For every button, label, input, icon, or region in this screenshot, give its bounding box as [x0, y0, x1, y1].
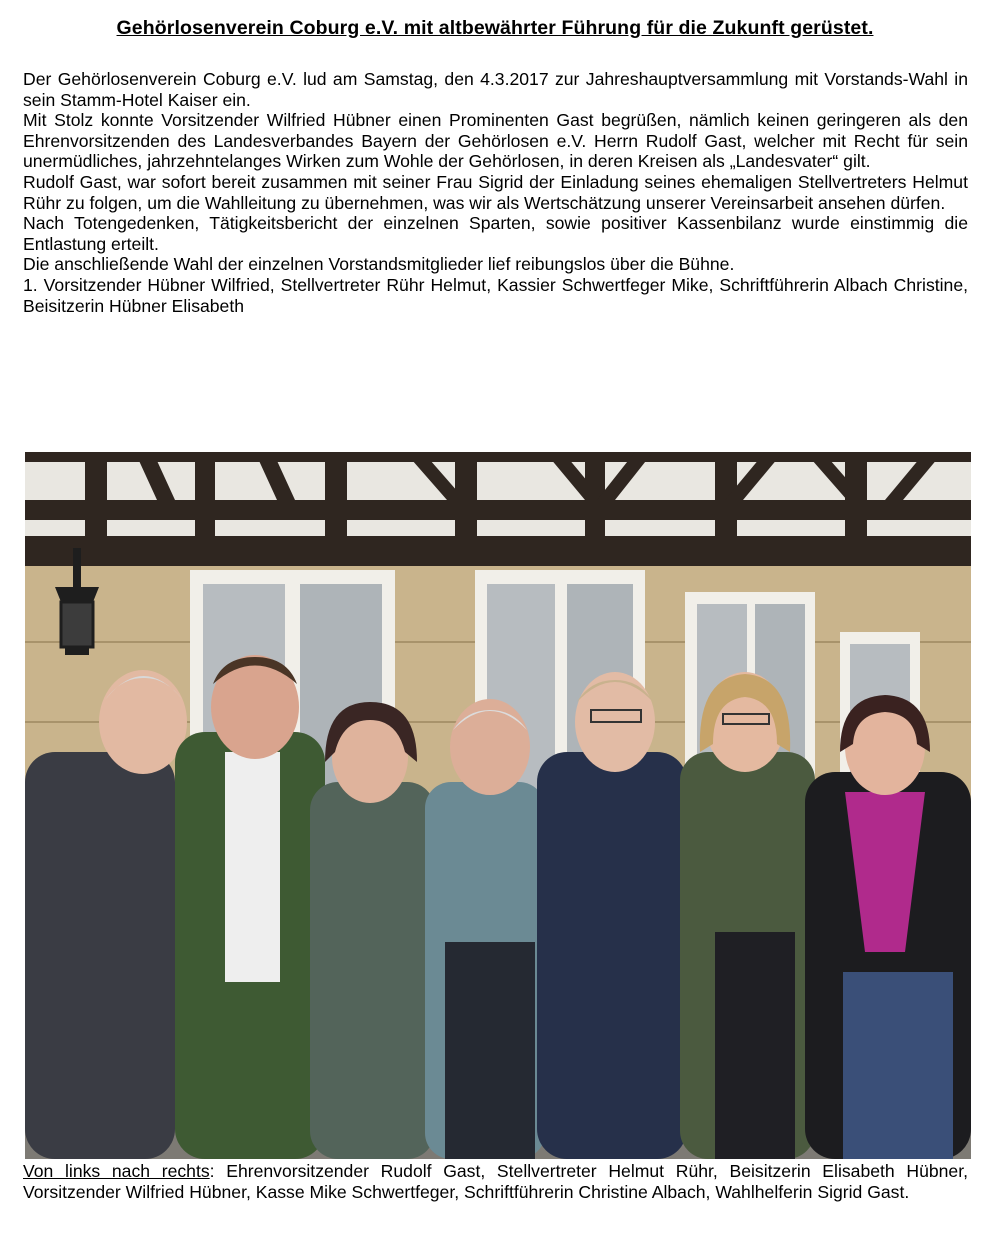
- group-photo: [25, 452, 971, 1159]
- group-photo-illustration: [25, 452, 971, 1159]
- caption-lead: Von links nach rechts: [23, 1161, 210, 1181]
- paragraph-election: Die anschließende Wahl der einzelnen Vorstandsmitglieder lief reibungslos über die Bühne.: [23, 254, 735, 275]
- paragraph-election-lead: Rudolf Gast, war sofort bereit zusammen mit seiner Frau Sigrid der Einladung seines ehemaligen Stellvertreters Helmut Rühr zu folgen, um die Wahlleitung zu übernehmen, was wir als Wertschätzung unserer Vereinsarbeit ansehen dürfen.: [23, 171, 968, 213]
- article-body: [23, 69, 968, 316]
- article-title: Gehörlosenverein Coburg e.V. mit altbewährter Führung für die Zukunft gerüstet.: [116, 17, 874, 39]
- paragraph-board-members: 1. Vorsitzender Hübner Wilfried, Stellvertreter Rühr Helmut, Kassier Schwertfeger Mike, Schriftführerin Albach Christine, Beisitzerin Hübner Elisabeth: [23, 274, 968, 316]
- paragraph-intro: Der Gehörlosenverein Coburg e.V. lud am Samstag, den 4.3.2017 zur Jahreshauptversammlung mit Vorstands-Wahl in sein Stamm-Hotel Kaiser ein.: [23, 69, 968, 110]
- caption-text: : Ehrenvorsitzender Rudolf Gast, Stellvertreter Helmut Rühr, Beisitzerin Elisabeth Hübner, Vorsitzender Wilfried Hübner, Kasse Mike Schwertfeger, Schriftführerin Christine Albach, Wahlhelferin Sigrid Gast.: [23, 1161, 968, 1202]
- paragraph-guest: Mit Stolz konnte Vorsitzender Wilfried Hübner einen Prominenten Gast begrüßen, nämlich keinen geringeren als den Ehrenvorsitzenden des Landesverbandes Bayern der Gehörlosen e.V. Herrn Rudolf Gast, welcher mit Recht für sein unermüdliches, jahrzehntelanges Wirken zum Wohle der Gehörlosen, in deren Kreisen als „Landesvater“ gilt.: [23, 110, 968, 172]
- photo-caption: [23, 1161, 968, 1202]
- paragraph-reports: Nach Totengedenken, Tätigkeitsbericht der einzelnen Sparten, sowie positiver Kassenbilanz wurde einstimmig die Entlastung erteilt.: [23, 213, 968, 254]
